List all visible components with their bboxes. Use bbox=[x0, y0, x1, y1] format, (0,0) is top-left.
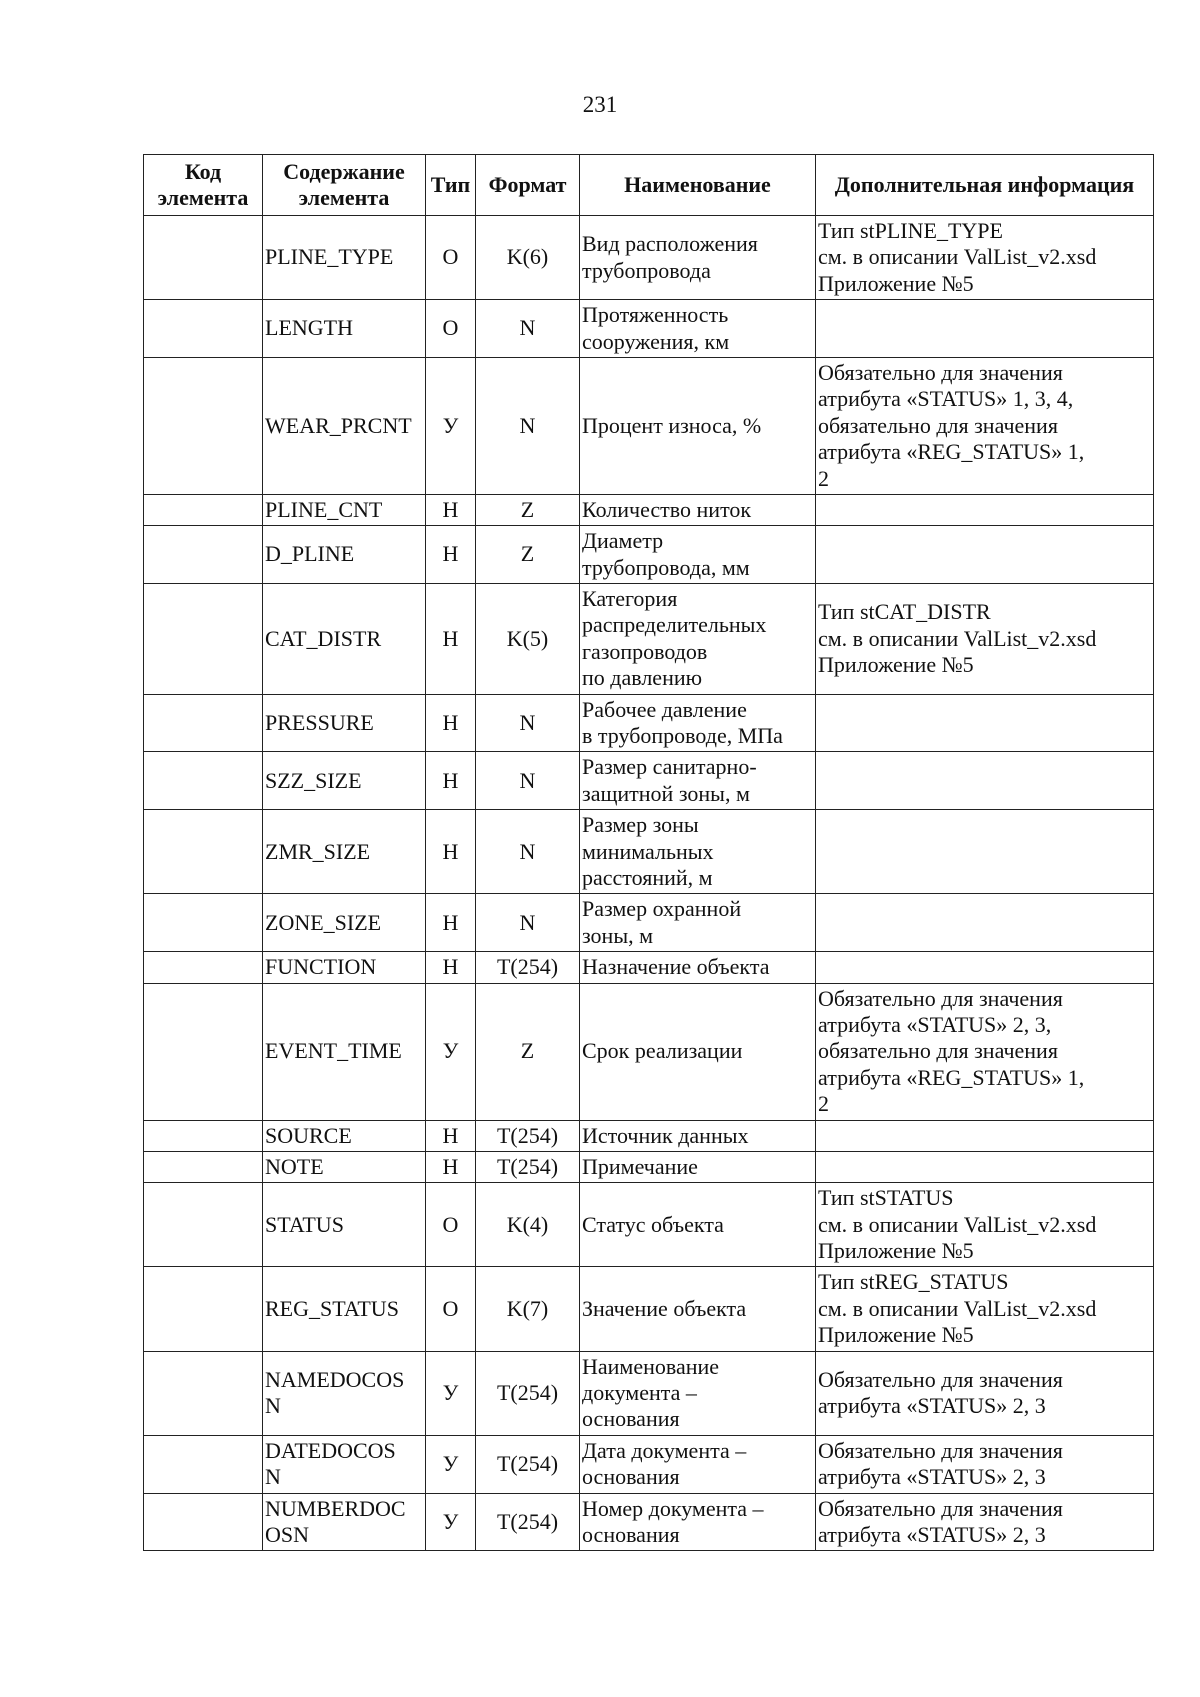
cell-type: Н bbox=[426, 584, 476, 695]
cell-code bbox=[144, 752, 263, 810]
cell-info bbox=[816, 894, 1154, 952]
cell-code bbox=[144, 300, 263, 358]
cell-code bbox=[144, 1183, 263, 1267]
cell-content: WEAR_PRCNT bbox=[263, 357, 426, 494]
cell-content: ZONE_SIZE bbox=[263, 894, 426, 952]
cell-code bbox=[144, 983, 263, 1120]
cell-name: Количество ниток bbox=[580, 494, 816, 525]
table-body bbox=[144, 216, 1154, 1551]
cell-info bbox=[816, 1120, 1154, 1151]
cell-code bbox=[144, 357, 263, 494]
table-row bbox=[144, 1120, 1154, 1151]
cell-name: Дата документа – основания bbox=[580, 1435, 816, 1493]
cell-info: Тип stPLINE_TYPE см. в описании ValList_v2.xsd Приложение №5 bbox=[816, 216, 1154, 300]
cell-info bbox=[816, 494, 1154, 525]
table-row bbox=[144, 1151, 1154, 1182]
cell-content: DATEDOCOS N bbox=[263, 1435, 426, 1493]
header-name: Наименование bbox=[580, 155, 816, 216]
cell-format: Z bbox=[476, 526, 580, 584]
header-code: Код элемента bbox=[144, 155, 263, 216]
table-row bbox=[144, 952, 1154, 983]
cell-content: D_PLINE bbox=[263, 526, 426, 584]
cell-info: Обязательно для значения атрибута «STATUS» 2, 3 bbox=[816, 1435, 1154, 1493]
cell-code bbox=[144, 1493, 263, 1551]
cell-info: Обязательно для значения атрибута «STATUS» 2, 3 bbox=[816, 1351, 1154, 1435]
cell-code bbox=[144, 584, 263, 695]
cell-content: PLINE_CNT bbox=[263, 494, 426, 525]
table-row bbox=[144, 894, 1154, 952]
cell-format: N bbox=[476, 694, 580, 752]
cell-name: Диаметр трубопровода, мм bbox=[580, 526, 816, 584]
header-info: Дополнительная информация bbox=[816, 155, 1154, 216]
cell-info bbox=[816, 952, 1154, 983]
cell-format: Z bbox=[476, 983, 580, 1120]
table-row bbox=[144, 1183, 1154, 1267]
cell-format: T(254) bbox=[476, 1120, 580, 1151]
table-header-row bbox=[144, 155, 1154, 216]
table-row bbox=[144, 694, 1154, 752]
table-row bbox=[144, 357, 1154, 494]
cell-type: О bbox=[426, 1183, 476, 1267]
cell-info: Тип stSTATUS см. в описании ValList_v2.xsd Приложение №5 bbox=[816, 1183, 1154, 1267]
cell-info: Обязательно для значения атрибута «STATUS» 1, 3, 4, обязательно для значения атрибута «REG_STATUS» 1, 2 bbox=[816, 357, 1154, 494]
cell-format: T(254) bbox=[476, 952, 580, 983]
cell-format: K(7) bbox=[476, 1267, 580, 1351]
cell-type: У bbox=[426, 983, 476, 1120]
cell-type: Н bbox=[426, 752, 476, 810]
table-row bbox=[144, 494, 1154, 525]
cell-format: K(5) bbox=[476, 584, 580, 695]
cell-format: K(4) bbox=[476, 1183, 580, 1267]
table-row bbox=[144, 1493, 1154, 1551]
cell-name: Номер документа – основания bbox=[580, 1493, 816, 1551]
cell-info bbox=[816, 300, 1154, 358]
cell-code bbox=[144, 1435, 263, 1493]
cell-name: Примечание bbox=[580, 1151, 816, 1182]
cell-content: PLINE_TYPE bbox=[263, 216, 426, 300]
cell-code bbox=[144, 1120, 263, 1151]
cell-type: Н bbox=[426, 952, 476, 983]
cell-content: SZZ_SIZE bbox=[263, 752, 426, 810]
page-number: 231 bbox=[582, 92, 618, 117]
cell-format: K(6) bbox=[476, 216, 580, 300]
cell-info: Тип stREG_STATUS см. в описании ValList_v2.xsd Приложение №5 bbox=[816, 1267, 1154, 1351]
cell-content: EVENT_TIME bbox=[263, 983, 426, 1120]
table-row bbox=[144, 216, 1154, 300]
cell-name: Статус объекта bbox=[580, 1183, 816, 1267]
cell-name: Рабочее давление в трубопроводе, МПа bbox=[580, 694, 816, 752]
cell-info bbox=[816, 810, 1154, 894]
element-table bbox=[143, 154, 1154, 1551]
cell-format: N bbox=[476, 357, 580, 494]
table-row bbox=[144, 300, 1154, 358]
cell-content: NAMEDOCOS N bbox=[263, 1351, 426, 1435]
table-row bbox=[144, 584, 1154, 695]
cell-code bbox=[144, 1267, 263, 1351]
cell-type: Н bbox=[426, 1120, 476, 1151]
cell-code bbox=[144, 694, 263, 752]
cell-code bbox=[144, 216, 263, 300]
cell-info bbox=[816, 752, 1154, 810]
cell-type: У bbox=[426, 357, 476, 494]
table-row bbox=[144, 1351, 1154, 1435]
header-format: Формат bbox=[476, 155, 580, 216]
cell-format: T(254) bbox=[476, 1351, 580, 1435]
cell-type: У bbox=[426, 1351, 476, 1435]
cell-format: T(254) bbox=[476, 1151, 580, 1182]
cell-info: Тип stCAT_DISTR см. в описании ValList_v2.xsd Приложение №5 bbox=[816, 584, 1154, 695]
cell-name: Срок реализации bbox=[580, 983, 816, 1120]
cell-type: Н bbox=[426, 694, 476, 752]
cell-content: LENGTH bbox=[263, 300, 426, 358]
cell-type: У bbox=[426, 1435, 476, 1493]
cell-content: REG_STATUS bbox=[263, 1267, 426, 1351]
cell-type: Н bbox=[426, 894, 476, 952]
table-row bbox=[144, 810, 1154, 894]
cell-format: N bbox=[476, 300, 580, 358]
cell-name: Процент износа, % bbox=[580, 357, 816, 494]
cell-info: Обязательно для значения атрибута «STATUS» 2, 3, обязательно для значения атрибута «REG_STATUS» 1, 2 bbox=[816, 983, 1154, 1120]
cell-name: Категория распределительных газопроводов по давлению bbox=[580, 584, 816, 695]
cell-info bbox=[816, 1151, 1154, 1182]
cell-code bbox=[144, 1151, 263, 1182]
cell-type: О bbox=[426, 1267, 476, 1351]
cell-format: Z bbox=[476, 494, 580, 525]
cell-format: N bbox=[476, 810, 580, 894]
cell-code bbox=[144, 894, 263, 952]
cell-code bbox=[144, 526, 263, 584]
cell-name: Размер санитарно- защитной зоны, м bbox=[580, 752, 816, 810]
cell-format: N bbox=[476, 894, 580, 952]
cell-info: Обязательно для значения атрибута «STATUS» 2, 3 bbox=[816, 1493, 1154, 1551]
cell-type: О bbox=[426, 216, 476, 300]
cell-content: NUMBERDOC OSN bbox=[263, 1493, 426, 1551]
cell-name: Значение объекта bbox=[580, 1267, 816, 1351]
cell-type: Н bbox=[426, 526, 476, 584]
table-row bbox=[144, 526, 1154, 584]
cell-info bbox=[816, 694, 1154, 752]
cell-type: Н bbox=[426, 494, 476, 525]
cell-info bbox=[816, 526, 1154, 584]
cell-format: T(254) bbox=[476, 1435, 580, 1493]
table-row bbox=[144, 983, 1154, 1120]
cell-name: Назначение объекта bbox=[580, 952, 816, 983]
cell-name: Размер зоны минимальных расстояний, м bbox=[580, 810, 816, 894]
cell-format: N bbox=[476, 752, 580, 810]
cell-content: FUNCTION bbox=[263, 952, 426, 983]
cell-type: У bbox=[426, 1493, 476, 1551]
table-row bbox=[144, 1435, 1154, 1493]
cell-content: STATUS bbox=[263, 1183, 426, 1267]
cell-name: Протяженность сооружения, км bbox=[580, 300, 816, 358]
cell-format: T(254) bbox=[476, 1493, 580, 1551]
cell-type: О bbox=[426, 300, 476, 358]
cell-content: PRESSURE bbox=[263, 694, 426, 752]
header-type: Тип bbox=[426, 155, 476, 216]
cell-content: SOURCE bbox=[263, 1120, 426, 1151]
cell-code bbox=[144, 952, 263, 983]
cell-type: Н bbox=[426, 810, 476, 894]
cell-name: Размер охранной зоны, м bbox=[580, 894, 816, 952]
cell-code bbox=[144, 810, 263, 894]
cell-content: CAT_DISTR bbox=[263, 584, 426, 695]
cell-content: NOTE bbox=[263, 1151, 426, 1182]
cell-name: Вид расположения трубопровода bbox=[580, 216, 816, 300]
table-row bbox=[144, 1267, 1154, 1351]
cell-name: Наименование документа – основания bbox=[580, 1351, 816, 1435]
cell-name: Источник данных bbox=[580, 1120, 816, 1151]
cell-type: Н bbox=[426, 1151, 476, 1182]
table-row bbox=[144, 752, 1154, 810]
cell-code bbox=[144, 494, 263, 525]
cell-code bbox=[144, 1351, 263, 1435]
header-content: Содержание элемента bbox=[263, 155, 426, 216]
cell-content: ZMR_SIZE bbox=[263, 810, 426, 894]
